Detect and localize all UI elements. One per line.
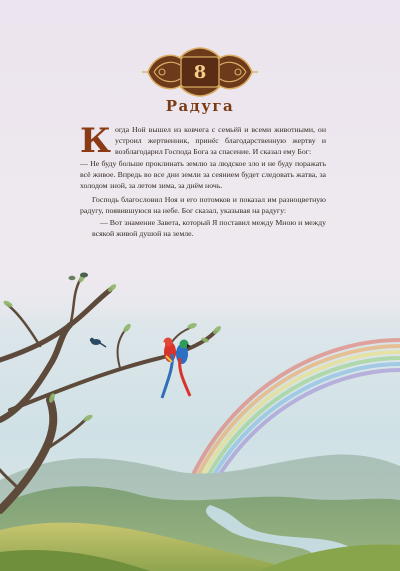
covenant-quote: — Вот знамение Завета, который Я поставил между Мною и между всякой живой душой на земле.: [92, 217, 326, 238]
drop-cap: К: [80, 121, 111, 161]
story-text: [80, 121, 326, 239]
rainbow-illustration: [0, 270, 400, 571]
paragraph-gods-words: — Не буду больше проклинать землю за людское зло и не буду поражать всё живое. Впредь во все дни земли за сеянием будет следовать жатва, за холодом зной, за летом зима, за днём ночь.: [80, 158, 326, 191]
paragraph-opening: [80, 121, 326, 161]
opening-text: огда Ной вышел из ковчега с семьёй и всеми животными, он устроил жертвенник, принёс благодарственную жертву и возблагодарил Господа Бога за спасение. И сказал ему Бог:: [114, 125, 326, 157]
paragraph-blessing: Господь благословил Ноя и его потомков и показал им разноцветную радугу, появившуюся на небе. Бог сказал, указывая на радугу:: [80, 195, 326, 216]
chapter-title: Радуга: [165, 97, 235, 115]
chapter-number: 8: [193, 62, 207, 83]
